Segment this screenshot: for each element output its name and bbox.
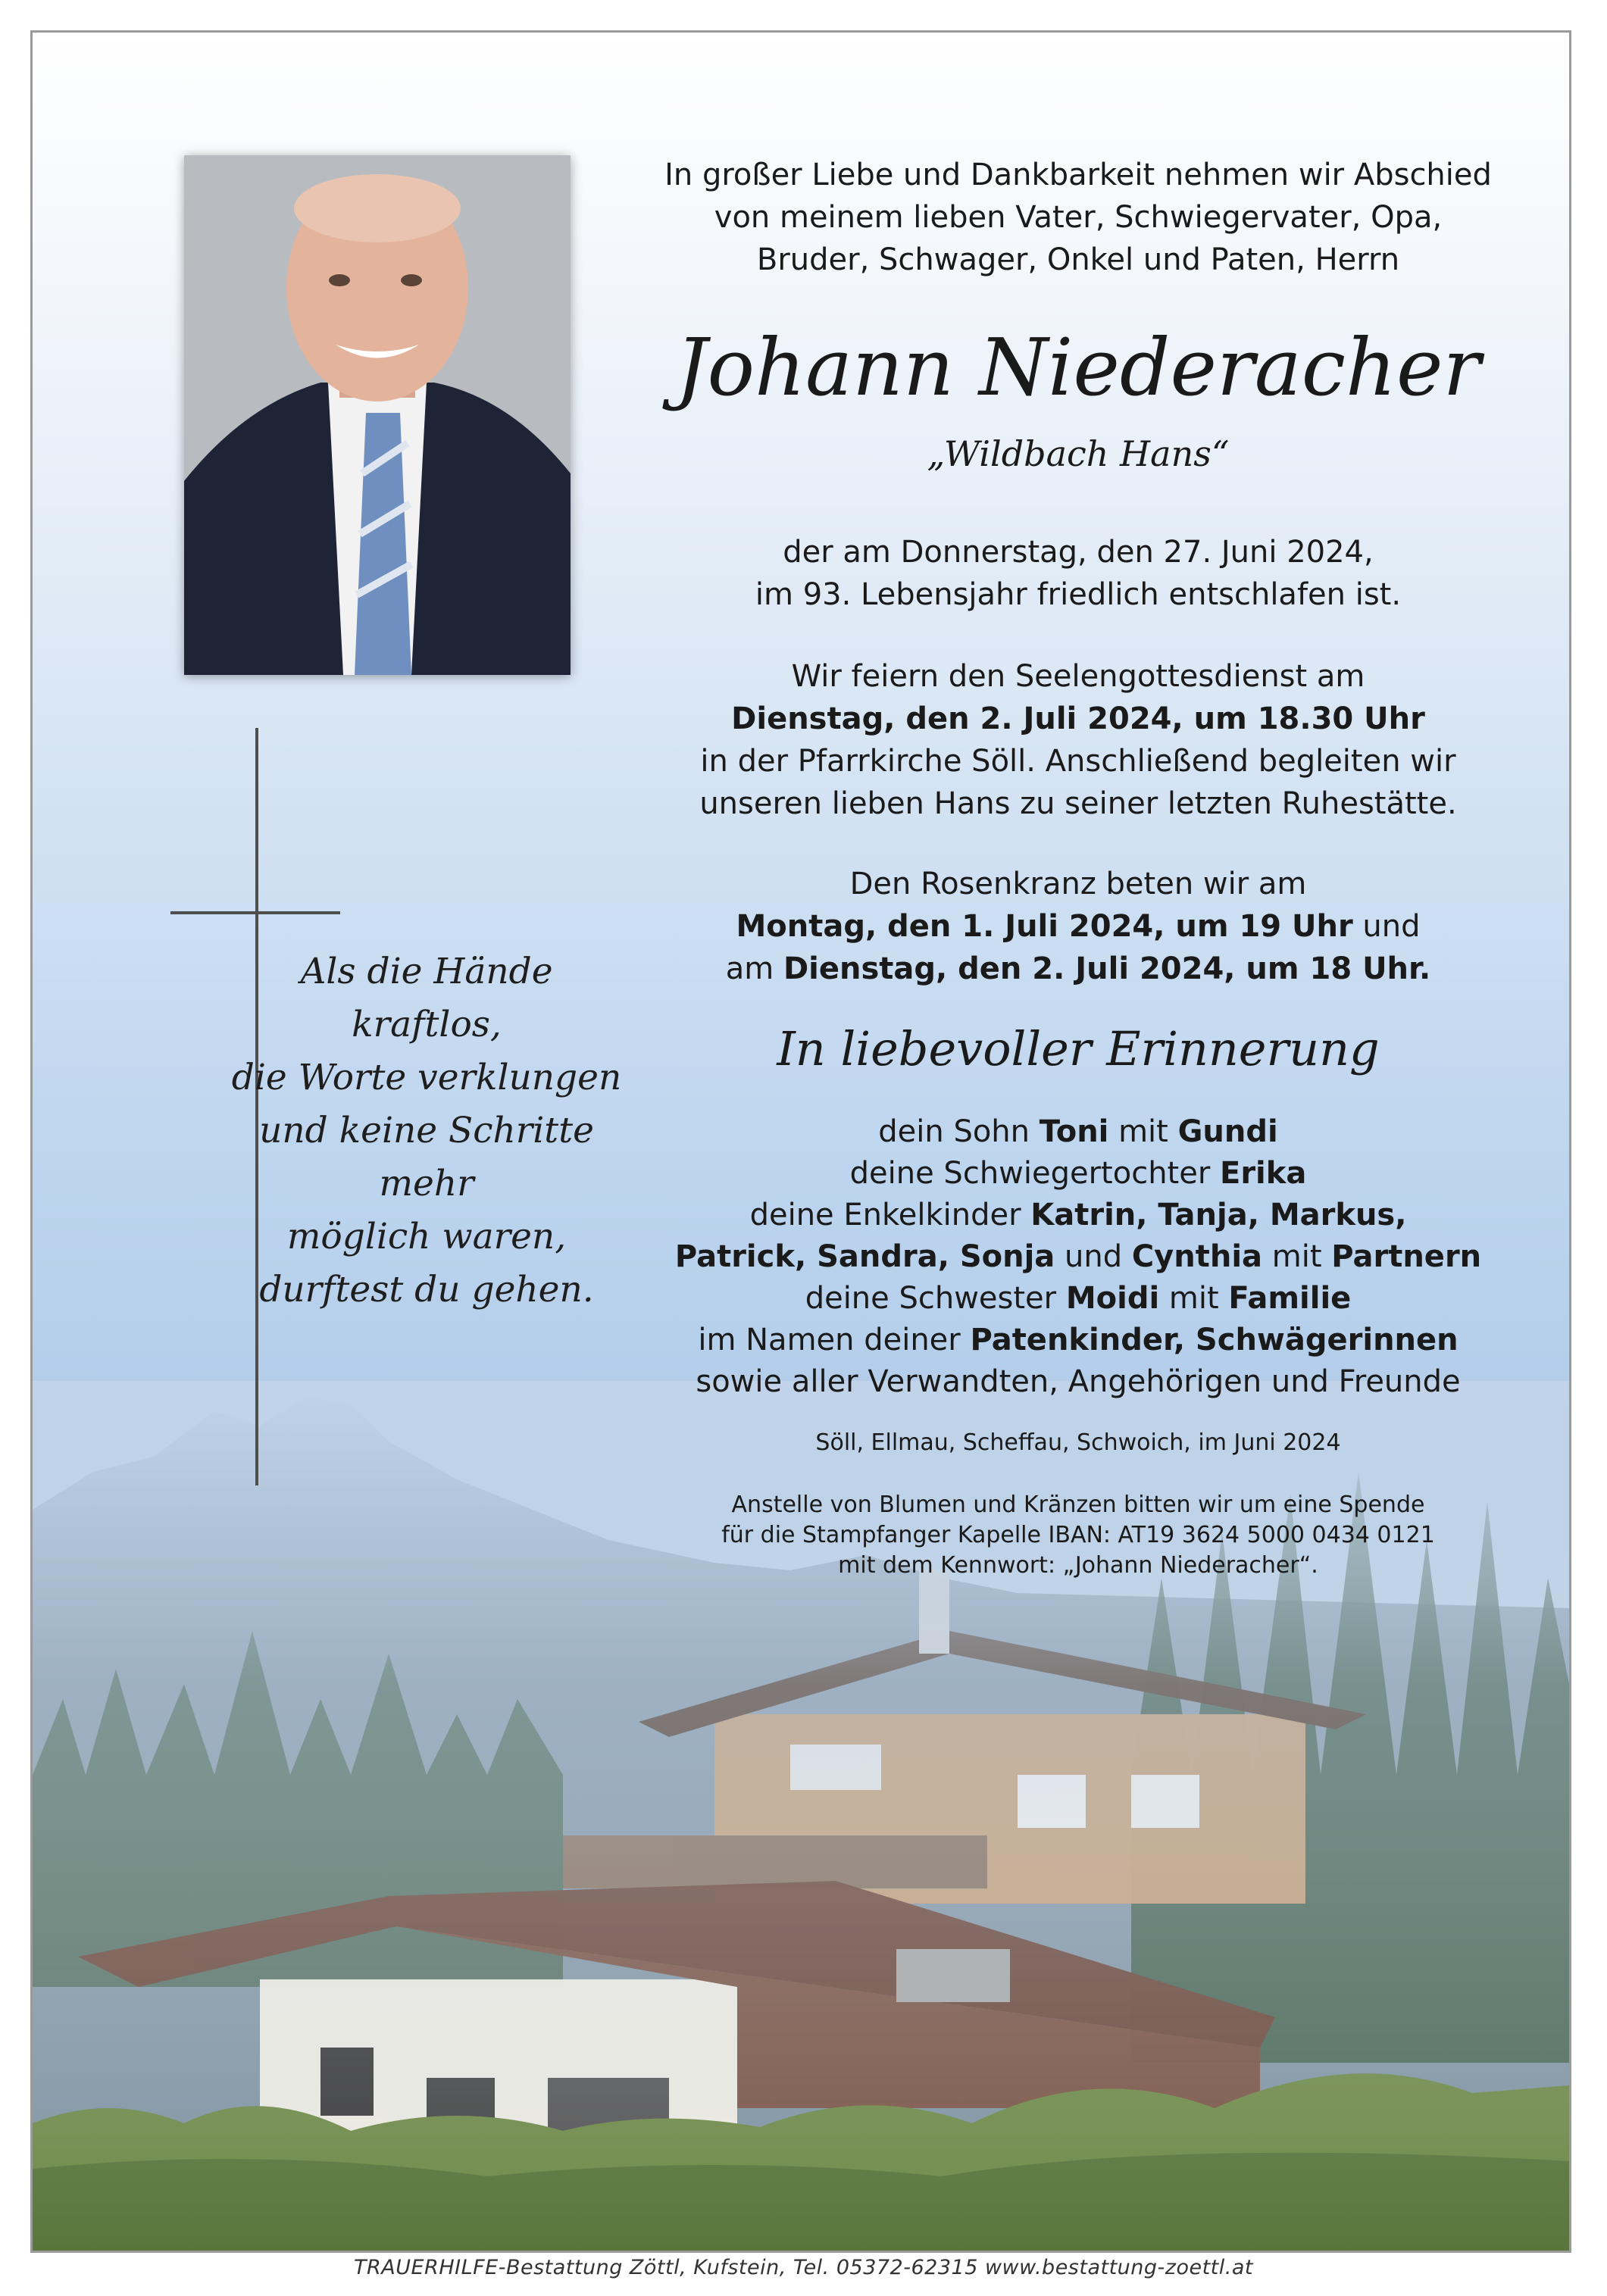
poem-line: und keine Schritte mehr: [259, 1110, 594, 1204]
rosary-am: am: [725, 951, 783, 986]
intro-line: von meinem lieben Vater, Schwiegervater, Opa,: [714, 200, 1443, 235]
family-line: sowie aller Verwandten, Angehörigen und Freunde: [696, 1364, 1461, 1399]
rosary-and: und: [1352, 909, 1421, 944]
service-line: Wir feiern den Seelengottesdienst am: [791, 659, 1365, 694]
portrait-photo: [184, 155, 571, 675]
memory-title: In liebevoller Erinnerung: [777, 1021, 1380, 1076]
service-info: [608, 655, 1548, 825]
donation-line: Anstelle von Blumen und Kränzen bitten wir um eine Spende: [731, 1492, 1425, 1518]
rosary-date-2: Dienstag, den 2. Juli 2024, um 18 Uhr.: [783, 951, 1431, 986]
poem-line: Als die Hände kraftlos,: [300, 951, 553, 1045]
deceased-name: Johann Niederacher: [675, 321, 1481, 414]
death-line: im 93. Lebensjahr friedlich entschlafen ist.: [755, 577, 1402, 612]
family-line: dein Sohn Toni mit Gundi: [878, 1114, 1278, 1149]
death-line: der am Donnerstag, den 27. Juni 2024,: [783, 535, 1374, 570]
rosary-info: [608, 863, 1548, 990]
intro-line: In großer Liebe und Dankbarkeit nehmen wir Abschied: [664, 158, 1492, 192]
places-date: Söll, Ellmau, Scheffau, Schwoich, im Juni 2024: [815, 1429, 1341, 1456]
intro-text: [608, 154, 1548, 281]
service-date: Dienstag, den 2. Juli 2024, um 18.30 Uhr: [731, 701, 1425, 736]
death-notice: [608, 531, 1548, 616]
footer-credits: TRAUERHILFE-Bestattung Zöttl, Kufstein, Tel. 05372-62315 www.bestattung-zoettl.at: [354, 2256, 1253, 2279]
donation-line: mit dem Kennwort: „Johann Niederacher“.: [838, 1552, 1318, 1579]
family-list: [608, 1111, 1548, 1403]
parte-card: [30, 30, 1571, 2253]
donation-note: [608, 1490, 1548, 1581]
poem-line: möglich waren,: [286, 1216, 567, 1257]
service-line: unseren lieben Hans zu seiner letzten Ruhestätte.: [699, 786, 1457, 821]
family-line: deine Schwester Moidi mit Familie: [805, 1281, 1352, 1316]
poem-line: durftest du gehen.: [259, 1269, 594, 1310]
family-line: im Namen deiner Patenkinder, Schwägerinnen: [698, 1323, 1458, 1357]
poem-line: die Worte verklungen: [231, 1057, 622, 1098]
poem: [230, 945, 624, 1317]
service-line: in der Pfarrkirche Söll. Anschließend begleiten wir: [700, 744, 1456, 779]
rosary-date-1: Montag, den 1. Juli 2024, um 19 Uhr: [736, 909, 1353, 944]
family-line: deine Schwiegertochter Erika: [849, 1156, 1307, 1191]
intro-line: Bruder, Schwager, Onkel und Paten, Herrn: [756, 242, 1400, 277]
rosary-line: Den Rosenkranz beten wir am: [849, 867, 1307, 901]
deceased-nickname: „Wildbach Hans“: [927, 433, 1230, 474]
cross-horizontal: [170, 911, 340, 914]
family-line: deine Enkelkinder Katrin, Tanja, Markus,: [749, 1198, 1407, 1232]
donation-line: für die Stampfanger Kapelle IBAN: AT19 3624 5000 0434 0121: [721, 1522, 1435, 1548]
family-line: Patrick, Sandra, Sonja und Cynthia mit Partnern: [674, 1239, 1482, 1274]
